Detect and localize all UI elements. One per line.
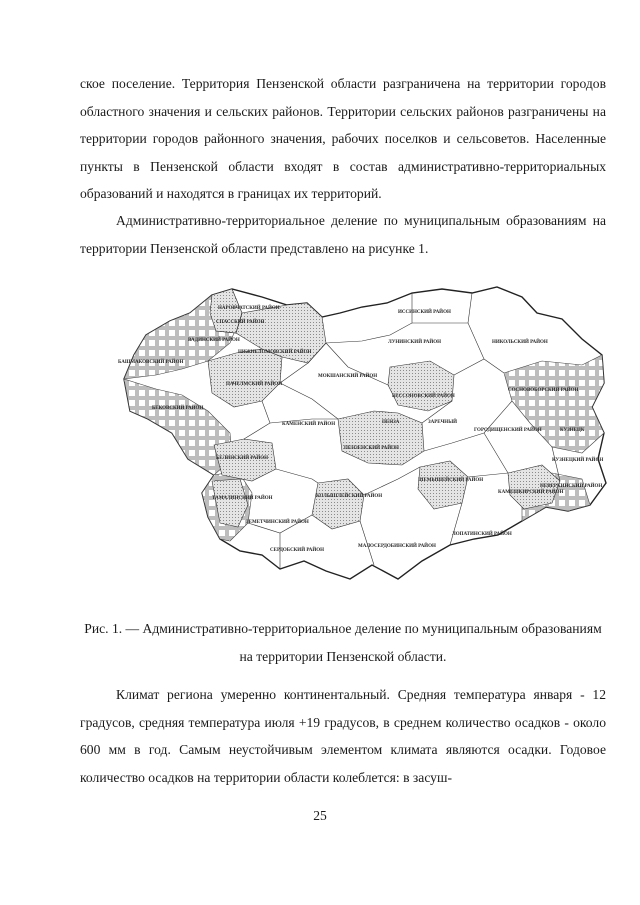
page-number: 25 bbox=[313, 808, 327, 823]
label-issa: ИССИНСКИЙ РАЙОН bbox=[398, 310, 451, 315]
label-narovchat: НАРОВЧАТСКИЙ РАЙОН bbox=[218, 306, 280, 311]
label-nizhny-lomov: НИЖНЕЛОМОВСКИЙ РАЙОН bbox=[238, 350, 312, 355]
label-sosnovoborsk: СОСНОВОБОРСКИЙ РАЙОН bbox=[508, 388, 579, 393]
label-shemysheyka: ШЕМЫШЕЙСКИЙ РАЙОН bbox=[418, 478, 484, 483]
body-paragraph-1: ское поселение. Территория Пензенской области разграничена на территории городов областного значения и сельских районов. Территории сельских районов разграничены на территории городов районного значения, рабочих поселков и сельсоветов. Населенные пункты в Пензенской области входят в состав административно-территориальных образований и находятся в границах их территорий. bbox=[80, 76, 606, 201]
label-zarechny: ЗАРЕЧНЫЙ bbox=[428, 420, 457, 425]
label-bekovo: БЕКОВСКИЙ РАЙОН bbox=[152, 406, 204, 411]
figure-caption: Рис. 1. — Административно-территориальное деление по муниципальным образованиям на территории Пензенской области. bbox=[84, 621, 602, 664]
label-zemetchino: ЗЕМЕТЧИНСКИЙ РАЙОН bbox=[246, 520, 309, 525]
label-penzensky: ПЕНЗЕНСКИЙ РАЙОН bbox=[344, 446, 399, 451]
label-nikolsk: НИКОЛЬСКИЙ РАЙОН bbox=[492, 340, 548, 345]
label-gorodishche: ГОРОДИЩЕНСКИЙ РАЙОН bbox=[474, 428, 542, 433]
label-neverkino: НЕВЕРКИНСКИЙ РАЙОН bbox=[540, 484, 603, 489]
body-paragraph-2: Административно-территориальное деление по муниципальным образованиям на территории Пензенской области представлено на рисунке 1. bbox=[80, 213, 606, 256]
body-paragraph-3: Климат региона умеренно континентальный. Средняя температура января - 12 градусов, средняя температура июля +19 градусов, в среднем количество осадков - около 600 мм в год. Самым неустойчивым элементом климата являются осадки. Годовое количество осадков на территории области колеблется: в засуш- bbox=[80, 687, 606, 785]
label-bessonovka: БЕССОНОВСКИЙ РАЙОН bbox=[392, 394, 455, 399]
label-spassk: СПАССКИЙ РАЙОН bbox=[216, 320, 265, 325]
label-kolyshley: КОЛЫШЛЕЙСКИЙ РАЙОН bbox=[316, 494, 383, 499]
label-kameshkir: КАМЕШКИРСКИЙ РАЙОН bbox=[498, 490, 564, 495]
label-belinsky: БЕЛИНСКИЙ РАЙОН bbox=[216, 456, 269, 461]
label-pachelma: ПАЧЕЛМСКИЙ РАЙОН bbox=[226, 382, 283, 387]
label-serdobsk: СЕРДОБСКИЙ РАЙОН bbox=[270, 548, 325, 553]
label-kamenka: КАМЕНСКИЙ РАЙОН bbox=[282, 422, 336, 427]
label-penza: ПЕНЗА bbox=[382, 420, 400, 425]
label-kuznetsky: КУЗНЕЦКИЙ РАЙОН bbox=[552, 458, 604, 463]
label-lopatino: ЛОПАТИНСКИЙ РАЙОН bbox=[452, 532, 512, 537]
figure-map bbox=[112, 283, 612, 588]
label-maloserdoba: МАЛОСЕРДОБИНСКИЙ РАЙОН bbox=[358, 544, 436, 549]
label-bashmakovo: БАШМАКОВСКИЙ РАЙОН bbox=[118, 360, 184, 365]
label-kuznetsk: КУЗНЕЦК bbox=[560, 428, 585, 433]
label-lunino: ЛУНИНСКИЙ РАЙОН bbox=[388, 340, 442, 345]
penza-region-map bbox=[112, 283, 612, 588]
label-tamala: ТАМАЛИНСКИЙ РАЙОН bbox=[212, 496, 273, 501]
label-vadinsk: ВАДИНСКИЙ РАЙОН bbox=[188, 338, 240, 343]
label-mokshan: МОКШАНСКИЙ РАЙОН bbox=[318, 374, 378, 379]
